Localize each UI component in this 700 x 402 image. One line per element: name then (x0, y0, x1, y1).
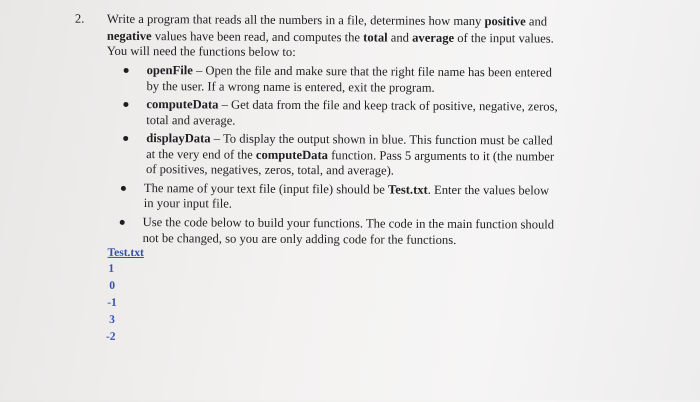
list-item-line (146, 162, 394, 178)
text-run: not be changed, so you are only adding code for the functions. (142, 231, 457, 247)
question-intro (0, 0, 700, 59)
text-run: and (387, 30, 413, 45)
file-value: -2 (105, 330, 116, 343)
list-item-line (147, 63, 552, 79)
list-item-line (146, 113, 235, 128)
bold-term: computeData (146, 97, 219, 112)
text-run: of the input values. (454, 30, 554, 46)
file-value: 1 (108, 262, 115, 275)
list-item-line (144, 181, 549, 197)
text-run: function. Pass 5 arguments to it (the number (327, 148, 555, 164)
text-run: – To display the output shown in blue. This function must be called (210, 131, 553, 148)
text-run: . Enter the values below (427, 182, 550, 198)
bold-term: total (363, 30, 388, 45)
bold-term: negative (106, 28, 152, 44)
bullet-dot (123, 136, 128, 141)
intro-line (107, 44, 296, 59)
file-value: 0 (109, 279, 116, 292)
file-value: -1 (107, 296, 117, 309)
bold-term: computeData (255, 147, 329, 163)
bullet-dot (121, 186, 126, 191)
list-item-line (143, 215, 555, 232)
bold-term: average (412, 30, 455, 45)
text-run: You will need the functions below to: (106, 43, 296, 59)
intro-line (107, 29, 554, 46)
text-run: of positives, negatives, zeros, total, and average). (145, 162, 395, 178)
list-item-line (146, 97, 557, 114)
text-run: The name of your text file (input file) should be (143, 181, 389, 197)
bold-term: openFile (146, 63, 193, 78)
bold-term: displayData (146, 131, 211, 146)
bullet-dot (123, 102, 128, 107)
bullet-dot (120, 220, 125, 225)
text-run: and (525, 14, 548, 29)
bullet-dot (124, 68, 129, 73)
text-run: values have been read, and computes the (151, 29, 364, 45)
text-run: by the user. If a wrong name is entered, exit the program. (146, 79, 435, 95)
list-item-line (144, 196, 232, 211)
file-name-label (107, 246, 143, 260)
text-run: in your input file. (143, 196, 233, 211)
text-run: – Open the file and make sure that the right file name has been entered (192, 63, 552, 80)
intro-line (107, 12, 547, 29)
text-run: – Get data from the file and keep track of positive, negative, zeros, (218, 97, 558, 114)
file-value: 3 (109, 313, 115, 326)
text-run: Use the code below to build your functions. The code in the main function should (142, 215, 555, 232)
list-item-line (146, 147, 554, 163)
file-name: Test.txt (107, 246, 144, 260)
list-item-line (146, 79, 434, 95)
bold-term: Test.txt (387, 182, 428, 197)
question-number: 2. (74, 11, 85, 26)
list-item-line (146, 131, 553, 147)
list-item-line (143, 231, 457, 247)
text-run: Write a program that reads all the numbers in a file, determines how many (106, 11, 485, 29)
text-run: total and average. (146, 113, 236, 128)
bold-term: positive (484, 14, 526, 29)
text-run: at the very end of the (146, 147, 256, 162)
